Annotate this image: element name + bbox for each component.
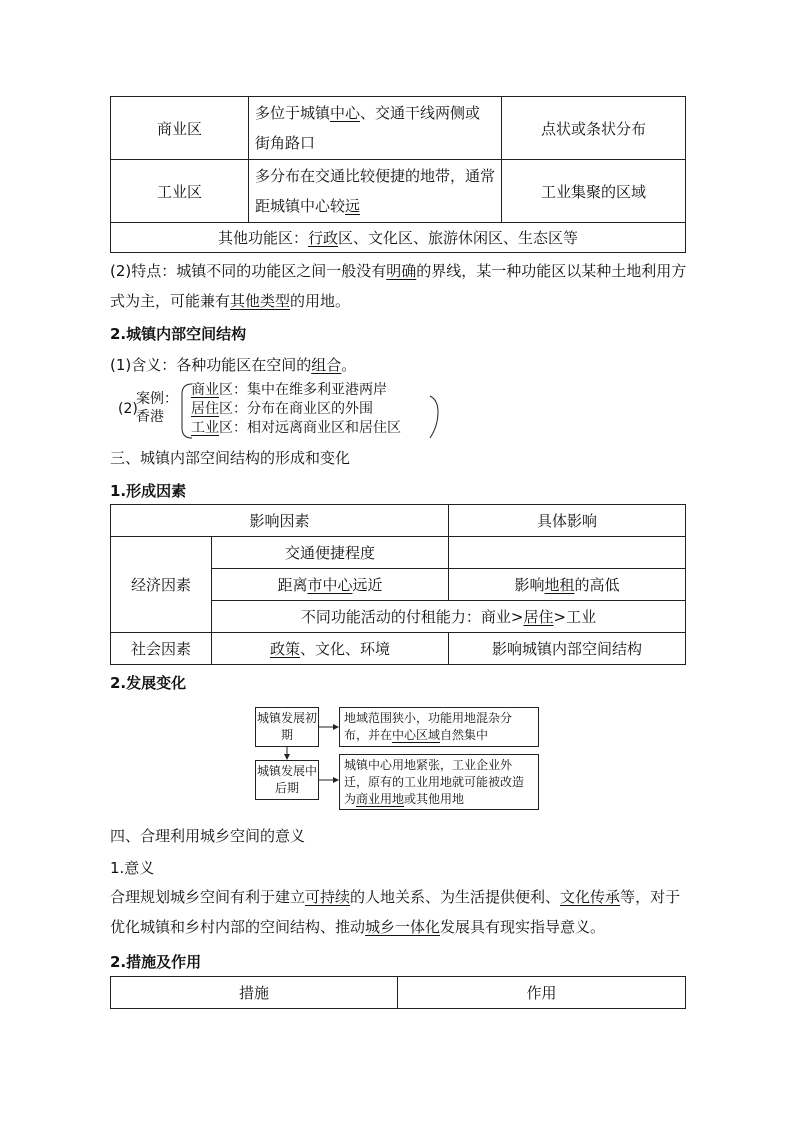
cell-social-effect: 影响城镇内部空间结构 (449, 633, 686, 665)
cell-commercial-location: 多位于城镇中心、交通干线两侧或街角路口 (249, 97, 502, 160)
paragraph-significance: 合理规划城乡空间有利于建立可持续的人地关系、为生活提供便利、文化传承等，对于优化城镇和乡村内部的空间结构、推动城乡一体化发展具有现实指导意义。 (110, 888, 681, 936)
case-line-industrial: 工业区：相对远离商业区和居住区 (191, 420, 401, 436)
flow-stage-late: 城镇发展中后期 (255, 760, 319, 800)
cell-industrial-location: 多分布在交通比较便捷的地带，通常距城镇中心较远 (249, 160, 502, 223)
formation-factors-table (110, 504, 686, 665)
cell-industrial-pattern: 工业集聚的区域 (502, 160, 686, 223)
cell-economic-factors: 经济因素 (111, 537, 212, 633)
flow-desc-late: 城镇中心用地紧张，工业企业外迁，原有的工业用地就可能被改造为商业用地或其他用地 (339, 754, 539, 810)
section-3-heading: 三、城镇内部空间结构的形成和变化 (110, 449, 351, 467)
measures-table (110, 976, 686, 1009)
heading-development: 2.发展变化 (110, 674, 187, 692)
cell-industrial-zone: 工业区 (111, 160, 249, 223)
cell-distance: 距离市中心远近 (212, 569, 449, 601)
case-line-residential: 居住区：分布在商业区的外围 (191, 401, 373, 417)
heading-formation-factors: 1.形成因素 (110, 482, 187, 500)
cell-transport: 交通便捷程度 (212, 537, 449, 569)
cell-commercial-pattern: 点状或条状分布 (502, 97, 686, 160)
header-role: 作用 (398, 977, 686, 1009)
case-place: 香港 (136, 409, 164, 425)
cell-social-factors: 社会因素 (111, 633, 212, 665)
functional-zone-table (110, 96, 686, 253)
cell-rent-effect: 影响地租的高低 (449, 569, 686, 601)
flow-stage-early: 城镇发展初期 (255, 707, 319, 747)
header-measures: 措施 (111, 977, 398, 1009)
case-number: (2) (118, 401, 138, 417)
heading-significance: 1.意义 (110, 859, 155, 877)
heading-internal-structure: 2.城镇内部空间结构 (110, 325, 247, 343)
cell-other-zones: 其他功能区：行政区、文化区、旅游休闲区、生态区等 (111, 223, 686, 253)
flow-arrows (250, 700, 345, 812)
section-4-heading: 四、合理利用城乡空间的意义 (110, 827, 306, 845)
cell-commercial-zone: 商业区 (111, 97, 249, 160)
header-effect: 具体影响 (449, 505, 686, 537)
flow-desc-early: 地域范围狭小，功能用地混杂分布，并在中心区域自然集中 (339, 707, 539, 747)
paragraph-characteristics: (2)特点：城镇不同的功能区之间一般没有明确的界线，某一种功能区以某种土地利用方式为主，可能兼有其他类型的用地。 (110, 262, 687, 310)
cell-rent-ability: 不同功能活动的付租能力：商业>居住>工业 (212, 601, 686, 633)
header-factor: 影响因素 (111, 505, 449, 537)
case-label: 案例： (136, 391, 178, 407)
cell-transport-effect (449, 537, 686, 569)
cell-policy: 政策、文化、环境 (212, 633, 449, 665)
paragraph-meaning: (1)含义：各种功能区在空间的组合。 (110, 356, 357, 374)
case-line-commercial: 商业区：集中在维多利亚港两岸 (191, 382, 387, 398)
heading-measures: 2.措施及作用 (110, 953, 202, 971)
